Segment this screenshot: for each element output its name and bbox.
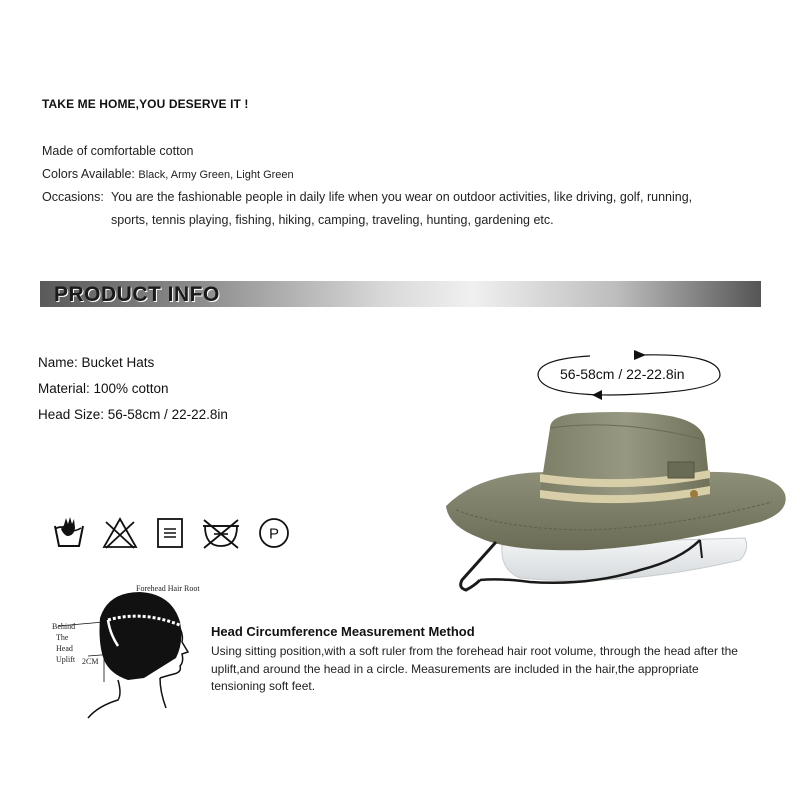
colors-line: [42, 167, 294, 181]
measurement-title: Head Circumference Measurement Method: [211, 624, 475, 639]
diagram-label-2cm: 2CM: [82, 657, 99, 666]
no-bleach-icon: [102, 516, 138, 550]
hat-size-label: 56-58cm / 22-22.8in: [560, 366, 685, 382]
tagline: TAKE ME HOME,YOU DESERVE IT !: [42, 97, 249, 111]
occasions-line1: You are the fashionable people in daily life when you wear on outdoor activities, like driving, golf, running,: [111, 190, 693, 204]
measurement-body: Using sitting position,with a soft ruler from the forehead hair root volume, through the head after the uplift,and around the head in a circle. Measurements are included in the hair,the appropriate tensioning soft feet.: [211, 644, 738, 693]
hang-dry-icon: [156, 516, 184, 550]
no-tumble-dry-icon: [200, 516, 242, 550]
occasions-label: Occasions:: [42, 190, 104, 204]
colors-label: Colors Available:: [42, 167, 135, 181]
diagram-label-behind: Behind: [52, 622, 76, 631]
dry-clean-p-icon: [258, 516, 290, 550]
occasions-line2: sports, tennis playing, fishing, hiking, camping, traveling, hunting, gardening etc.: [111, 213, 554, 227]
spec-name: Name: Bucket Hats: [38, 355, 155, 370]
spec-material: Material: 100% cotton: [38, 381, 169, 396]
diagram-label-the: The: [56, 633, 69, 642]
material-line: Made of comfortable cotton: [42, 144, 194, 158]
diagram-label-top: Forehead Hair Root: [136, 584, 200, 593]
diagram-label-head: Head: [56, 644, 73, 653]
diagram-label-uplift: Uplift: [56, 655, 76, 664]
colors-value: Black, Army Green, Light Green: [138, 169, 294, 181]
bucket-hat-image: [440, 410, 790, 610]
spec-head-size: Head Size: 56-58cm / 22-22.8in: [38, 407, 228, 422]
banner-title: PRODUCT INFO: [54, 283, 220, 306]
product-info-banner: [40, 281, 761, 307]
hand-wash-icon: [52, 516, 86, 550]
care-p-letter: P: [268, 525, 280, 543]
